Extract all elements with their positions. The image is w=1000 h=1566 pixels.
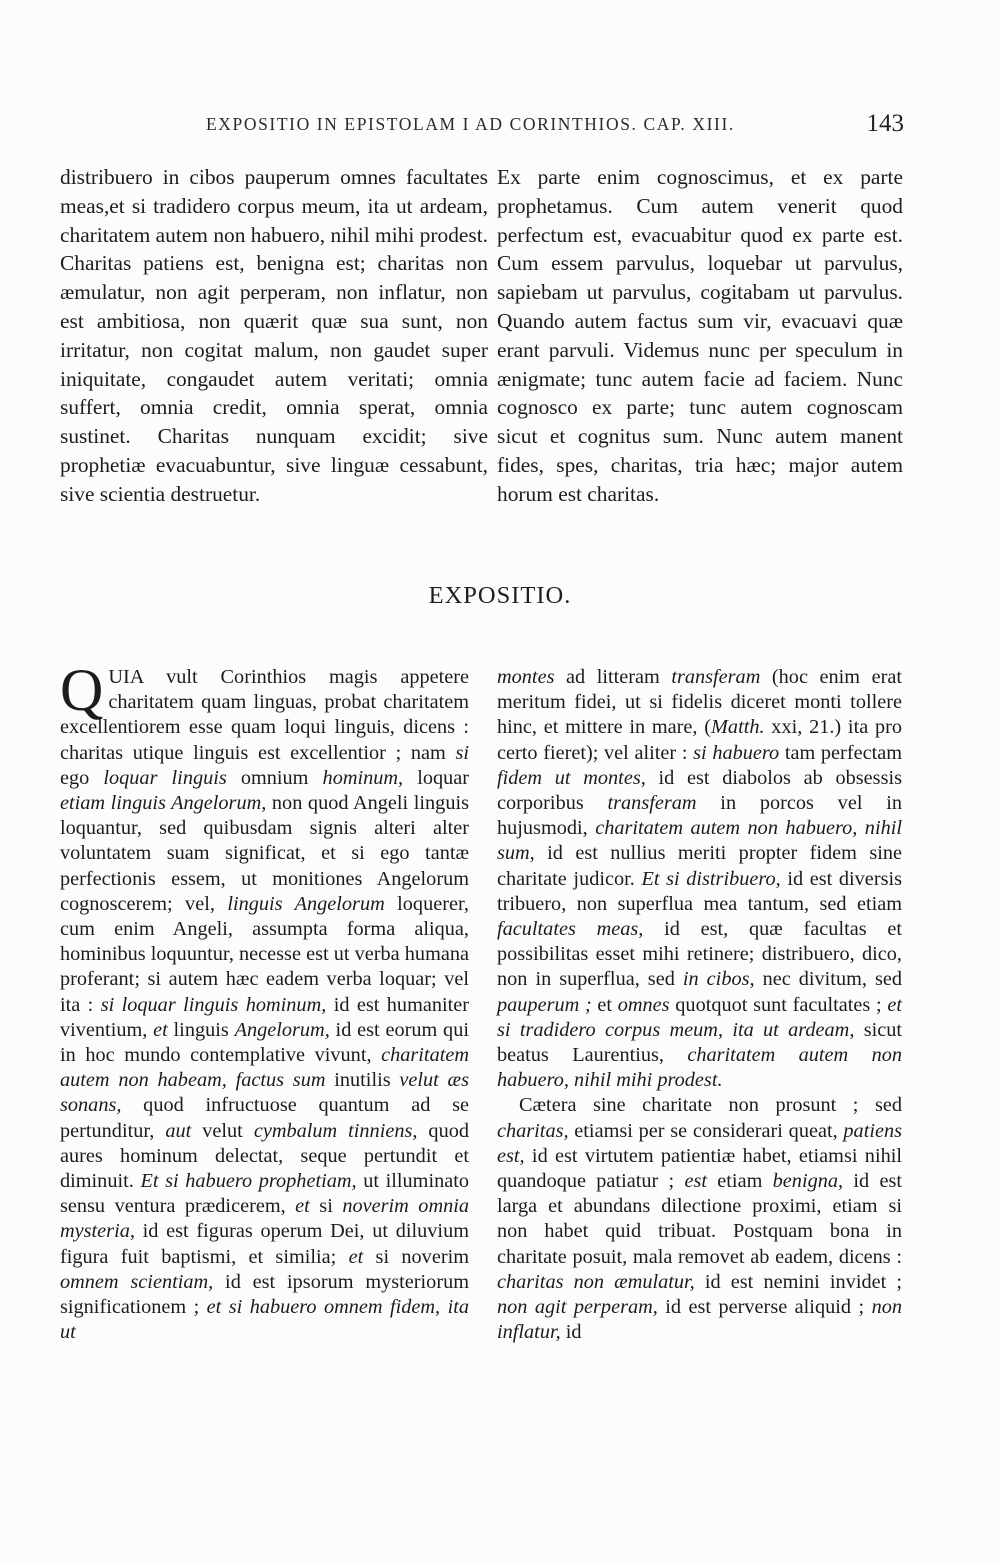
text-run: non quod Angeli linguis loquantur, sed quibusdam signis alteri alter voluntatem suam significat, et si ego tantæ perfectionis essem, ut monitiones Angelorum cognoscerem; vel, bbox=[60, 792, 469, 915]
text-run: quotquot sunt facultates ; bbox=[669, 993, 888, 1016]
italic-run: et si habuero omnem fidem, ita ut bbox=[60, 1296, 469, 1344]
italic-run: est bbox=[684, 1170, 707, 1193]
text-run: in porcos vel in hujusmodi, bbox=[497, 792, 903, 840]
text-run: xxi, 21.) ita pro certo fieret); vel aliter : bbox=[497, 716, 903, 764]
italic-run: montes bbox=[497, 666, 555, 688]
text-run: si bbox=[309, 1195, 343, 1218]
running-head bbox=[0, 110, 1000, 142]
italic-run: linguis Angelorum bbox=[227, 892, 385, 915]
text-run: ad litteram bbox=[554, 666, 672, 688]
italic-run: non inflatur, bbox=[497, 1296, 902, 1344]
text-run: et bbox=[591, 993, 618, 1016]
text-run: quod infructuose quantum ad se pertunditur, bbox=[60, 1094, 469, 1142]
running-title: EXPOSITIO IN EPISTOLAM I AD CORINTHIOS. CAP. XIII. bbox=[206, 114, 735, 134]
italic-run: Et si habuero prophetiam, bbox=[140, 1170, 357, 1193]
text-run: si noverim bbox=[363, 1245, 469, 1268]
scripture-text-right-column bbox=[497, 163, 903, 509]
italic-run: non agit perperam, bbox=[497, 1296, 658, 1319]
section-heading: EXPOSITIO. bbox=[428, 582, 572, 609]
italic-run: si habuero bbox=[693, 741, 780, 764]
drop-cap: Q bbox=[60, 657, 104, 723]
italic-run: pauperum ; bbox=[497, 993, 592, 1016]
italic-run: transferam bbox=[607, 792, 697, 815]
text-run: id est eorum qui in hoc mundo contemplative vivunt, bbox=[60, 1018, 469, 1067]
text-run: (hoc enim erat meritum fidei, ut si fidelis diceret monti tollere hinc, et mittere in mare, ( bbox=[497, 666, 902, 739]
italic-run: hominum, bbox=[322, 766, 404, 789]
italic-run: patiens est, bbox=[497, 1119, 902, 1167]
text-run: Cætera sine charitate non prosunt ; sed bbox=[519, 1094, 902, 1117]
text-run: etiamsi per se considerari queat, bbox=[568, 1119, 844, 1142]
italic-run: et bbox=[295, 1195, 310, 1218]
text-run: id bbox=[560, 1321, 582, 1344]
text-run: id est larga et abundans dilectione proximi, etiam si non habet quid tribuat. Postquam bona in charitate posuit, mala removet ab eadem, dicens : bbox=[497, 1170, 902, 1268]
italic-run: noverim omnia mysteria, bbox=[60, 1195, 470, 1243]
text-run: id est perverse aliquid ; bbox=[657, 1296, 872, 1319]
text-run: tam perfectam bbox=[779, 741, 902, 764]
italic-run: et si tradidero corpus meum, ita ut ardeam, bbox=[497, 993, 902, 1041]
commentary-right-paragraph-2 bbox=[497, 1093, 902, 1345]
italic-run: omnes bbox=[617, 993, 670, 1016]
text-run: id est figuras operum Dei, ut diluvium figura fuit baptismi, et similia; bbox=[60, 1220, 469, 1268]
scripture-text-left-column bbox=[60, 163, 488, 509]
italic-run: omnem scientiam, bbox=[60, 1270, 214, 1293]
text-run: id est humaniter viventium, bbox=[60, 993, 470, 1041]
italic-run: Matth. bbox=[711, 716, 765, 739]
text-run: sicut beatus Laurentius, bbox=[497, 1018, 902, 1067]
text-run: loquerer, cum enim Angeli, assumpta forma aliqua, hominibus loquuntur, necesse est ut verba humana proferant; si autem hæc eadem verba loquar; vel ita : bbox=[60, 892, 469, 1016]
commentary-right-column bbox=[497, 665, 902, 1345]
italic-run: transferam bbox=[671, 666, 761, 688]
italic-run: etiam linguis Angelorum, bbox=[60, 792, 267, 815]
commentary-left-column bbox=[60, 657, 470, 1345]
page-number: 143 bbox=[866, 110, 904, 137]
italic-run: charitas non æmulatur, bbox=[497, 1270, 695, 1293]
text-run: id est ipsorum mysteriorum significationem ; bbox=[60, 1270, 469, 1319]
italic-run: cymbalum tinniens, bbox=[253, 1119, 418, 1142]
text-run: quod aures hominum delectat, seque pertundit et diminuit. bbox=[60, 1119, 469, 1193]
text-run: nec divitum, sed bbox=[754, 968, 902, 991]
text-run: ego bbox=[60, 766, 104, 789]
italic-run: et bbox=[153, 1018, 168, 1041]
text-run: etiam bbox=[707, 1170, 773, 1193]
italic-run: facultates meas, bbox=[497, 918, 644, 941]
text-run: id est nemini invidet ; bbox=[694, 1270, 902, 1293]
commentary-left-text bbox=[60, 657, 470, 1344]
text-run: UIA vult Corinthios magis appetere charitatem quam linguas, probat charitatem excellentiorem esse quam loqui linguis, dicens : charitas utique linguis est excellentior ; nam bbox=[60, 666, 469, 764]
text-run: loquar bbox=[403, 766, 470, 789]
text-run: inutilis bbox=[325, 1069, 400, 1092]
text-run: velut bbox=[191, 1119, 254, 1142]
italic-run: fidem ut montes, bbox=[497, 766, 646, 789]
italic-run: charitatem autem non habuero, nihil mihi prodest. bbox=[497, 1044, 902, 1092]
italic-run: benigna, bbox=[772, 1170, 844, 1193]
italic-run: charitatem autem non habeam, factus sum bbox=[60, 1044, 469, 1092]
italic-run: charitas, bbox=[497, 1119, 569, 1142]
italic-run: Angelorum, bbox=[234, 1018, 330, 1041]
text-run: distribuero in cibos pauperum omnes facultates meas,et si tradidero corpus meum, ita ut ardeam, charitatem autem non habuero, nihil mihi prodest. Charitas patiens est, benigna est; charitas non æmulatur, non agit perperam, non inflatur, non est ambitiosa, non quærit quæ sua sunt, non irritatur, non cogitat malum, non gaudet super iniquitate, congaudet autem veritati; omnia suffert, omnia credit, omnia sperat, omnia sustinet. Charitas nunquam excidit; sive prophetiæ evacuabuntur, sive linguæ cessabunt, sive scientia destruetur. bbox=[60, 165, 488, 506]
italic-run: si loquar linguis hominum, bbox=[100, 993, 327, 1016]
italic-run: in cibos, bbox=[682, 968, 755, 991]
italic-run: et bbox=[348, 1245, 364, 1268]
text-run: Ex parte enim cognoscimus, et ex parte prophetamus. Cum autem venerit quod perfectum est, evacuabitur quod ex parte est. Cum essem parvulus, loquebar ut parvulus, sapiebam ut parvulus, cogitabam ut parvulus. Quando autem factus sum vir, evacuavi quæ erant parvuli. Videmus nunc per speculum in ænigmate; tunc autem facie ad faciem. Nunc cognosco ex parte; tunc autem cognoscam sicut et cognitus sum. Nunc autem manent fides, spes, charitas, tria hæc; major autem horum est charitas. bbox=[497, 165, 903, 506]
commentary-right-paragraph-1 bbox=[497, 665, 902, 1093]
italic-run: charitatem autem non habuero, nihil sum, bbox=[497, 817, 902, 865]
text-run: linguis bbox=[167, 1018, 235, 1041]
italic-run: velut æs sonans, bbox=[60, 1069, 469, 1117]
text-run: omnium bbox=[226, 766, 323, 789]
italic-run: aut bbox=[165, 1119, 192, 1142]
text-run: id est diversis tribuero, non superflua mea tantum, sed etiam bbox=[497, 867, 902, 915]
text-run: id est virtutem patientiæ habet, etiamsi nihil quandoque patiatur ; bbox=[497, 1144, 902, 1193]
text-run: ut illuminato sensu ventura prædicerem, bbox=[60, 1170, 469, 1218]
italic-run: si bbox=[455, 741, 469, 764]
text-run: id est nullius meriti propter fidem sine charitate judicor. bbox=[497, 842, 902, 890]
text-run: id est, quæ facultas et possibilitas esset mihi retinere; distribuero, dico, non in superflua, sed bbox=[497, 918, 902, 991]
italic-run: Et si distribuero, bbox=[641, 867, 781, 890]
text-run: id est diabolos ab obsessis corporibus bbox=[497, 766, 902, 815]
italic-run: loquar linguis bbox=[103, 766, 227, 789]
